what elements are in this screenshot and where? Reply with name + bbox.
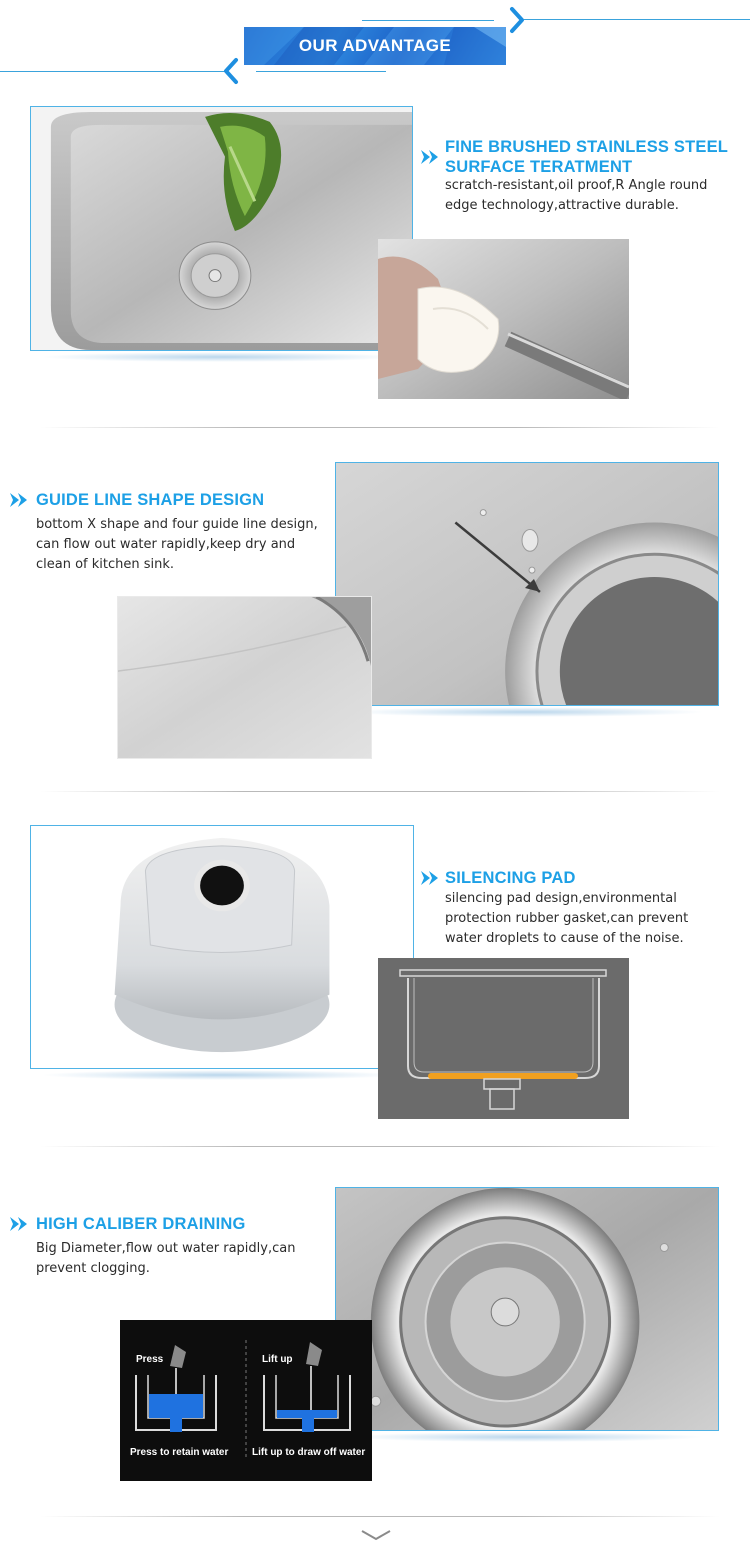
feature-desc-line2: edge technology,attractive durable.: [445, 198, 679, 213]
header-line-top: [362, 20, 494, 21]
double-chevron-right-icon: [421, 871, 441, 885]
header-line-bottom-left: [0, 71, 228, 72]
lift-caption: Lift up to draw off water: [252, 1447, 366, 1458]
feature-desc-line1: Big Diameter,flow out water rapidly,can: [36, 1241, 296, 1256]
feature-title: GUIDE LINE SHAPE DESIGN: [36, 491, 265, 509]
photo-shadow: [40, 1070, 400, 1080]
feature-desc-line1: bottom X shape and four guide line design,: [36, 517, 318, 532]
silencing-pad-diagram: [378, 958, 629, 1119]
photo-shadow: [40, 352, 400, 362]
feature-title-line2: SURFACE TERATMENT: [445, 158, 633, 176]
feature-desc-line2: can flow out water rapidly,keep dry and: [36, 537, 296, 552]
page-title: OUR ADVANTAGE: [298, 36, 452, 55]
feature-desc-line2: prevent clogging.: [36, 1261, 150, 1276]
feature-desc-line1: silencing pad design,environmental: [445, 891, 677, 906]
feature-desc-line2: protection rubber gasket,can prevent: [445, 911, 689, 926]
section-divider: [40, 791, 720, 792]
drain-operation-diagram: [120, 1320, 372, 1481]
press-caption: Press to retain water: [130, 1447, 229, 1458]
sink-bowl-photo: [30, 106, 413, 351]
section-divider: [40, 1516, 720, 1517]
lift-label: Lift up: [262, 1354, 293, 1365]
double-chevron-right-icon: [10, 1217, 30, 1231]
wiping-cloth-photo: [378, 239, 629, 399]
feature-desc-line3: clean of kitchen sink.: [36, 557, 175, 572]
section-divider: [40, 1146, 720, 1147]
press-label: Press: [136, 1354, 164, 1365]
feature-title: SILENCING PAD: [445, 869, 576, 887]
sink-underside-photo: [30, 825, 414, 1069]
section-divider: [40, 427, 720, 428]
header-line-bottom: [256, 71, 386, 72]
feature-desc-line1: scratch-resistant,oil proof,R Angle round: [445, 178, 708, 193]
feature-desc-line3: water droplets to cause of the noise.: [445, 931, 684, 946]
chevron-right-icon: [508, 6, 526, 34]
header-line-top-right: [524, 19, 750, 20]
header-banner: [244, 27, 506, 65]
photo-shadow: [345, 707, 705, 717]
water-flow-photo: [335, 462, 719, 706]
chevron-left-icon: [222, 57, 240, 85]
photo-shadow: [345, 1432, 705, 1442]
feature-title: HIGH CALIBER DRAINING: [36, 1215, 246, 1233]
double-chevron-right-icon: [10, 493, 30, 507]
drain-strainer-photo: [335, 1187, 719, 1431]
feature-title-line1: FINE BRUSHED STAINLESS STEEL: [445, 138, 729, 156]
brushed-corner-photo: [117, 596, 372, 759]
double-chevron-right-icon: [421, 150, 441, 164]
chevron-down-icon: [360, 1528, 392, 1542]
